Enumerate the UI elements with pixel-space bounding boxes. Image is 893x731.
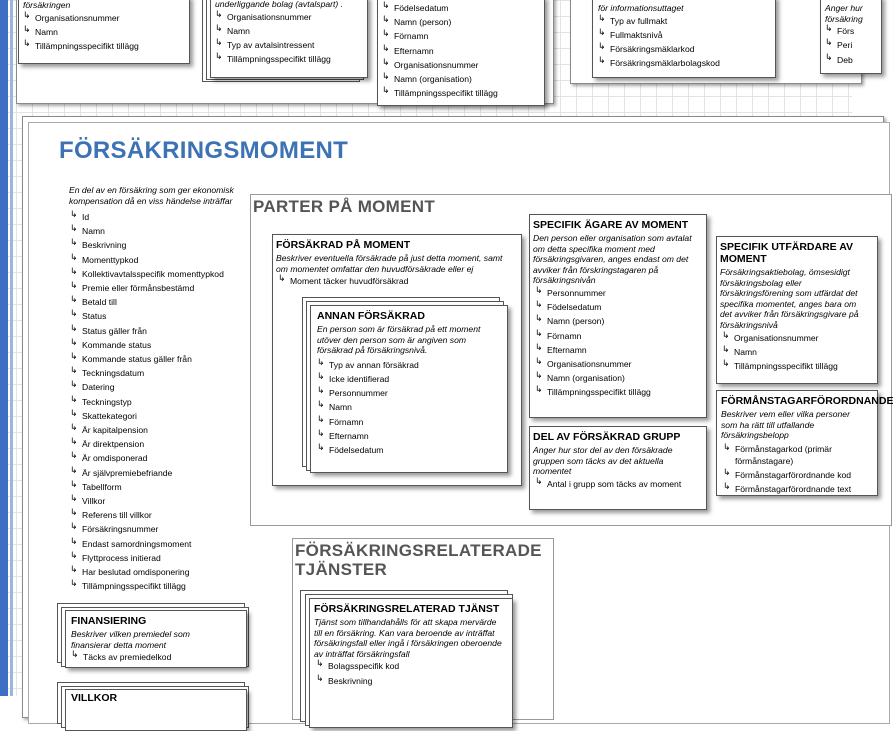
left-edge-bar	[0, 0, 8, 696]
attribute: ↳ Tillämpningsspecifikt tillägg	[70, 578, 186, 592]
top-card-5-attributes	[825, 24, 865, 67]
attribute: ↳ Typ av avtalsintressent	[215, 37, 315, 50]
main-attributes	[70, 210, 224, 593]
attribute: ↳ Flyttprocess initierad	[70, 549, 161, 563]
attribute: ↳ Efternamn	[535, 341, 587, 355]
top-card-3-attributes	[382, 1, 544, 100]
agare-attributes	[535, 286, 706, 400]
finansiering-description: Beskriver vilken premiedel som finansierar detta moment	[71, 629, 190, 650]
attribute: ↳ Namn	[23, 23, 58, 37]
attribute: ↳ Försäkringsmäklarbolagskod	[598, 55, 720, 69]
attribute: ↳ Tillämpningsspecifikt tillägg	[382, 85, 498, 99]
attribute: ↳ Förnamn	[317, 413, 364, 427]
grupp-card[interactable]	[529, 426, 707, 510]
top-card-1-attributes	[23, 11, 189, 54]
top-card-4-attributes	[598, 14, 775, 71]
attribute: ↳ Är omdisponerad	[70, 450, 148, 464]
attribute: ↳ Tabellform	[70, 478, 122, 492]
attribute: ↳ Förnamn	[535, 327, 582, 341]
attribute: ↳ Organisationsnummer	[382, 56, 479, 70]
attribute: ↳ Har beslutad omdisponering	[70, 564, 190, 578]
attribute: ↳ Förs	[825, 23, 855, 37]
attribute: ↳ Efternamn	[382, 42, 434, 56]
finansiering-title: FINANSIERING	[71, 615, 147, 627]
annan-description: En person som är försäkrad på ett moment utöver den person som är angiven som försäkrad på försäkringsnivå.	[317, 324, 481, 356]
top-card-3[interactable]	[377, 0, 545, 106]
parter-title: PARTER PÅ MOMENT	[253, 197, 436, 216]
attribute: ↳ Beskrivning	[70, 237, 127, 251]
main-title: FÖRSÄKRINGSMOMENT	[59, 137, 349, 164]
attribute: ↳ Kommande status gäller från	[70, 351, 192, 365]
attribute: ↳ Namn	[722, 343, 757, 357]
attribute: ↳ Är kapitalpension	[70, 422, 148, 436]
attribute: ↳ Endast samordningsmoment	[70, 535, 192, 549]
attribute: ↳ Tillämpningsspecifikt tillägg	[23, 38, 139, 51]
utfardare-card[interactable]	[716, 236, 878, 384]
attribute: ↳ Status	[70, 308, 107, 322]
attribute: ↳ Är självpremiebefriande	[70, 464, 173, 478]
main-description: En del av en försäkring som ger ekonomisk kompensation då en viss händelse inträffar	[69, 185, 234, 206]
utfardare-title: SPECIFIK UTFÄRDARE AV MOMENT	[720, 241, 854, 265]
tjanster-card-title: FÖRSÄKRINGSRELATERAD TJÄNST	[314, 603, 500, 615]
attribute: ↳ Villkor	[70, 493, 106, 507]
grupp-description: Anger hur stor del av den försäkrade gruppen som täcks av det aktuella momentet	[533, 445, 673, 477]
attribute: ↳ Förmånstagarförordnande text	[723, 480, 852, 494]
attribute: ↳ Kollektivavtalsspecifik momenttypkod	[70, 265, 224, 279]
attribute: ↳ Tillämpningsspecifikt tillägg	[215, 51, 331, 65]
attribute: ↳ Födelsedatum	[535, 299, 602, 313]
finansiering-attributes	[71, 650, 246, 664]
attribute: ↳ Namn (person)	[382, 14, 452, 28]
attribute: ↳ Betald till	[70, 294, 117, 308]
grupp-attributes	[535, 477, 706, 491]
forsakrad-attributes	[278, 274, 521, 288]
attribute: ↳ Organisationsnummer	[215, 8, 312, 22]
attribute: ↳ Försäkringsmäklarkod	[598, 41, 695, 54]
attribute: ↳ Peri	[825, 37, 853, 51]
attribute: ↳ Födelsedatum	[382, 0, 449, 13]
top-card-5[interactable]	[820, 0, 882, 74]
attribute: ↳ Status gäller från	[70, 322, 147, 336]
attribute: ↳ Namn (person)	[535, 313, 605, 327]
attribute: ↳ Moment täcker huvudförsäkrad	[278, 273, 409, 287]
utfardare-description: Försäkringsaktiebolag, ömsesidigt försäkringsbolag eller försäkringsförening som utfärdat det specifika momentet, anges bara om det avviker från försäkringsgivare på försäkringsnivå	[720, 267, 859, 330]
villkor-card[interactable]	[65, 689, 247, 731]
attribute: ↳ Kommande status	[70, 336, 152, 350]
attribute: ↳ Är direktpension	[70, 436, 145, 450]
attribute: ↳ Förnamn	[382, 28, 429, 42]
annan-attributes	[317, 358, 507, 457]
attribute: ↳ Fullmaktsnivå	[598, 26, 663, 40]
top-card-1[interactable]	[18, 0, 190, 64]
attribute: ↳ Namn	[317, 399, 352, 413]
attribute: ↳ Förmånstagarförordnande kod	[723, 466, 852, 480]
tjanster-card-attributes	[316, 659, 512, 687]
agare-description: Den person eller organisation som avtalat om detta specifika moment med försäkringsgivaren, anges endast om det avviker från förskringstagaren på försäkringsnivån	[533, 233, 692, 286]
attribute: ↳ Teckningstyp	[70, 393, 132, 407]
attribute: ↳ Organisationsnummer	[535, 355, 632, 369]
attribute: ↳ Typ av annan försäkrad	[317, 356, 419, 370]
tjanster-card[interactable]	[309, 598, 513, 728]
formanstagare-card[interactable]	[716, 390, 893, 496]
attribute: ↳ Efternamn	[317, 427, 369, 441]
tjanster-title: FÖRSÄKRINGSRELATERADE TJÄNSTER	[295, 541, 542, 579]
left-edge-bar-secondary	[10, 0, 13, 696]
attribute: ↳ Momenttypkod	[70, 251, 139, 265]
attribute: ↳ Tillämpningsspecifikt tillägg	[535, 384, 651, 398]
annan-card[interactable]	[310, 305, 508, 473]
attribute: ↳ Organisationsnummer	[722, 329, 819, 343]
attribute: ↳ Personnummer	[317, 385, 388, 399]
top-card-5-description: Anger hur försäkring	[825, 3, 863, 24]
agare-card[interactable]	[529, 214, 707, 418]
finansiering-card[interactable]	[65, 610, 247, 668]
attribute: ↳ Id	[70, 209, 90, 222]
attribute: ↳ Namn (organisation)	[535, 370, 625, 384]
attribute: ↳ Organisationsnummer	[23, 9, 120, 23]
tjanster-card-description: Tjänst som tillhandahålls för att skapa mervärde till en försäkring. Kan vara beroende av inträffat försäkringsfall eller ingå i försäkringen oberoende av inträffat försäkringsfall	[314, 617, 502, 659]
attribute: ↳ Deb	[825, 51, 853, 65]
top-card-2[interactable]	[210, 0, 368, 78]
attribute: ↳ Datering	[70, 379, 115, 393]
utfardare-attributes	[722, 331, 877, 374]
attribute: ↳ Teckningsdatum	[70, 365, 145, 379]
villkor-title: VILLKOR	[71, 692, 118, 704]
top-card-1-description: försäkringen	[23, 0, 71, 10]
attribute: ↳ Premie eller förmånsbestämd	[70, 280, 195, 294]
attribute: ↳ Referens till villkor	[70, 507, 152, 521]
attribute: ↳ Skattekategori	[70, 407, 137, 421]
attribute: ↳ Beskrivning	[316, 672, 373, 686]
attribute: ↳ Namn (organisation)	[382, 71, 472, 85]
agare-title: SPECIFIK ÄGARE AV MOMENT	[533, 219, 689, 231]
top-card-2-attributes	[215, 10, 367, 67]
attribute: ↳ Tillämpningsspecifikt tillägg	[722, 357, 838, 371]
formanstagare-title: FÖRMÅNSTAGARFÖRORDNANDE	[721, 395, 893, 407]
formanstagare-attributes	[723, 441, 877, 496]
forsakrad-description: Beskriver eventuella försäkrade på just detta moment, samt om momentet omfattar den huvudförsäkrade eller ej	[276, 253, 503, 274]
top-card-4-description: för informationsuttaget	[598, 3, 684, 13]
forsakrad-title: FÖRSÄKRAD PÅ MOMENT	[276, 239, 411, 251]
attribute: ↳ Täcks av premiedelkod	[71, 649, 172, 663]
attribute: ↳ Namn	[215, 22, 250, 36]
attribute: ↳ Personnummer	[535, 284, 606, 298]
attribute: ↳ Födelsedatum	[317, 442, 384, 455]
attribute: ↳ Icke identifierad	[317, 370, 390, 384]
attribute: ↳ Försäkringsnummer	[70, 521, 159, 535]
grupp-title: DEL AV FÖRSÄKRAD GRUPP	[533, 431, 681, 443]
attribute: ↳ Antal i grupp som täcks av moment	[535, 475, 682, 489]
top-card-2-description: underliggande bolag (avtalspart) .	[215, 0, 344, 9]
top-card-4[interactable]	[592, 0, 776, 78]
annan-title: ANNAN FÖRSÄKRAD	[317, 310, 425, 322]
attribute: ↳ Namn	[70, 223, 105, 237]
formanstagare-description: Beskriver vem eller vilka personer som ha rätt till utfallande försäkringsbelopp	[721, 409, 850, 441]
attribute: ↳ Förmånstagarkod (primär förmånstagare)	[723, 441, 832, 466]
attribute: ↳ Bolagsspecifik kod	[316, 658, 400, 672]
attribute: ↳ Typ av fullmakt	[598, 12, 668, 26]
